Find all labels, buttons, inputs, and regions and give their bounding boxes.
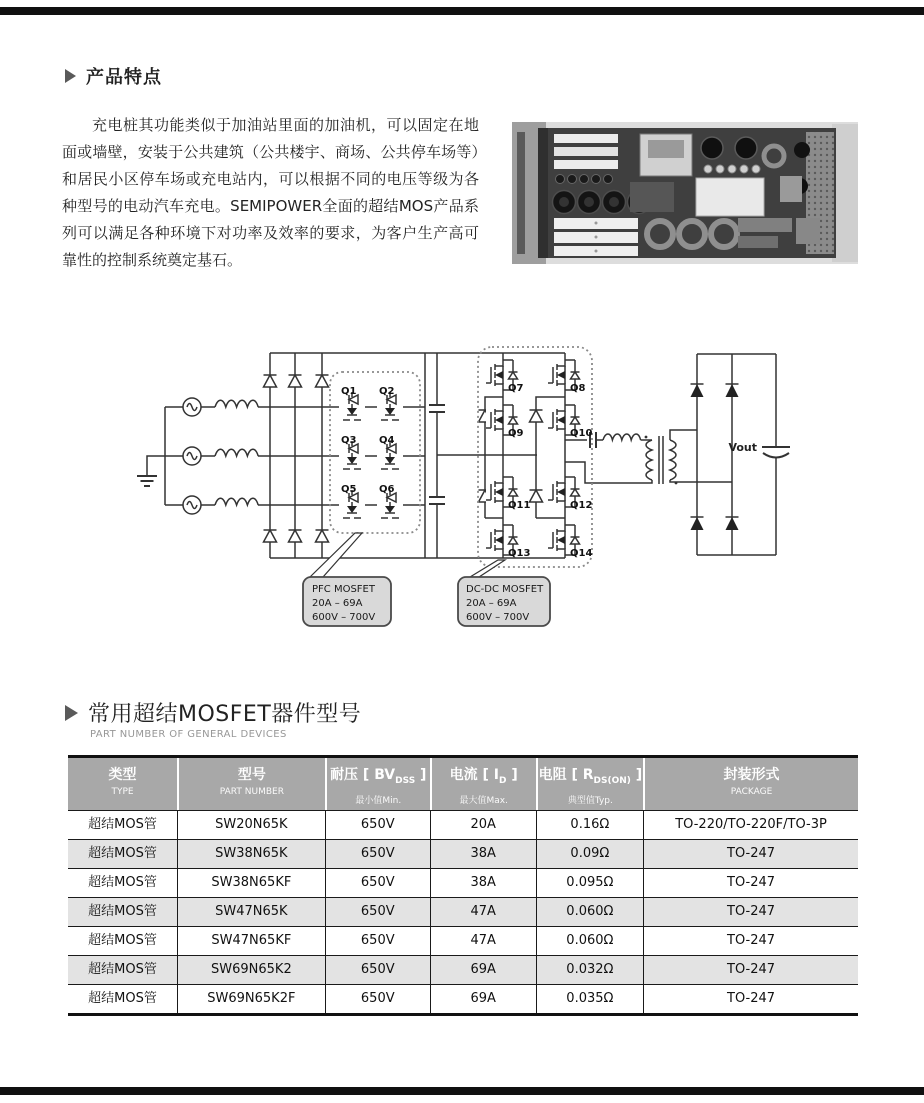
section-arrow-icon (65, 69, 76, 83)
column-header-en: PACKAGE (730, 787, 773, 797)
table-cell: SW47N65K (177, 898, 325, 926)
dcdc-mosfets (486, 360, 582, 555)
table-cell: 超结MOS管 (88, 904, 157, 919)
column-header-cn: 电阻 [ $R_{DS(ON)}$ ] (538, 767, 643, 786)
table-cell: 20A (430, 811, 536, 839)
column-header-cn: 型号 (237, 767, 266, 783)
q3-label: Q3 (341, 435, 357, 446)
table-cell: 0.16Ω (536, 811, 643, 839)
table-cell: SW69N65K2F (177, 985, 325, 1013)
table-cell: SW20N65K (177, 811, 325, 839)
q1-label: Q1 (341, 386, 357, 397)
q7-label: Q7 (508, 383, 524, 394)
section-arrow-icon (65, 705, 78, 721)
table-cell: 0.09Ω (536, 840, 643, 868)
table-cell: SW47N65KF (177, 927, 325, 955)
column-header-en: PART NUMBER (219, 787, 284, 797)
dcdc-callout-line2: 20A – 69A (466, 598, 517, 609)
page-bottom-rule (0, 1087, 924, 1095)
table-cell: 超结MOS管 (88, 933, 157, 948)
table-cell: 0.035Ω (536, 985, 643, 1013)
schematic-wires (137, 353, 790, 558)
pfc-callout-line1: PFC MOSFET (312, 584, 375, 595)
table-cell: 47A (430, 927, 536, 955)
table-row (68, 810, 858, 839)
pcb-photo-graphic (512, 122, 858, 264)
dcdc-callout-line1: DC-DC MOSFET (466, 584, 544, 595)
table-cell: 38A (430, 869, 536, 897)
table-cell: 0.095Ω (536, 869, 643, 897)
table-cell: 超结MOS管 (88, 817, 157, 832)
table-cell: 38A (430, 840, 536, 868)
feature-paragraph: 充电桩其功能类似于加油站里面的加油机，可以固定在地面或墙壁，安装于公共建筑（公共楼宇、商场、公共停车场等）和居民小区停车场或充电站内，可以根据不同的电压等级为各种型号的电动汽车充电。SEMIPOWER全面的超结MOS产品系列可以满足各种环境下对功率及效率的要求，为客户生产高可靠性的控制系统奠定基石。 (62, 116, 479, 269)
column-header-4 (430, 758, 536, 810)
q10-label: Q10 (570, 428, 593, 439)
pfc-callout (303, 577, 391, 626)
q12-label: Q12 (570, 500, 593, 511)
table-cell: 650V (325, 869, 430, 897)
table-cell: 47A (430, 898, 536, 926)
pfc-callout-line3: 600V – 700V (312, 612, 376, 623)
column-header-subscript: DSS (395, 775, 416, 786)
column-header-cn: 电流 [ $I_D$ ] (449, 767, 518, 786)
q9-label: Q9 (508, 428, 524, 439)
table-cell: TO-247 (643, 927, 858, 955)
table-row (68, 868, 858, 897)
table-cell: TO-247 (643, 840, 858, 868)
table-cell: SW69N65K2 (177, 956, 325, 984)
column-header-subscript: DS(ON) (593, 775, 631, 786)
table-body (68, 810, 858, 1013)
table-cell: TO-247 (643, 898, 858, 926)
table-row (68, 926, 858, 955)
table-cell: TO-247 (643, 869, 858, 897)
parts-table (68, 755, 858, 1016)
table-cell: 超结MOS管 (88, 875, 157, 890)
q2-label: Q2 (379, 386, 395, 397)
table-cell: 超结MOS管 (88, 846, 157, 861)
table-cell: 69A (430, 985, 536, 1013)
table-cell: 超结MOS管 (88, 962, 157, 977)
table-cell: 650V (325, 840, 430, 868)
section2-subtitle: PART NUMBER OF GENERAL DEVICES (90, 729, 287, 740)
pcb-photo (512, 122, 858, 264)
dcdc-callout (458, 577, 550, 626)
table-cell: 69A (430, 956, 536, 984)
q8-label: Q8 (570, 383, 586, 394)
table-cell: TO-220/TO-220F/TO-3P (643, 811, 858, 839)
dcdc-callout-line3: 600V – 700V (466, 612, 530, 623)
column-header-cn: 封装形式 (723, 767, 780, 783)
table-cell: TO-247 (643, 985, 858, 1013)
ground-icon (137, 476, 157, 486)
dcdc-callout-pointer (470, 560, 505, 577)
table-cell: 0.060Ω (536, 927, 643, 955)
section1-header (65, 63, 162, 89)
column-header-cn: 类型 (108, 767, 137, 783)
section2-title: 常用超结MOSFET器件型号 (88, 702, 362, 727)
column-header-en: TYPE (111, 787, 134, 797)
table-cell: 0.032Ω (536, 956, 643, 984)
q13-label: Q13 (508, 548, 531, 559)
q14-label: Q14 (570, 548, 593, 559)
vout-label: Vout (728, 441, 757, 454)
table-cell: 650V (325, 898, 430, 926)
column-header-1 (68, 758, 177, 810)
table-row (68, 839, 858, 868)
column-header-5 (536, 758, 643, 810)
table-cell: 0.060Ω (536, 898, 643, 926)
column-header-2 (177, 758, 325, 810)
column-header-en: 最大值Max. (459, 795, 508, 806)
table-row (68, 984, 858, 1013)
table-cell: 超结MOS管 (88, 991, 157, 1006)
table-cell: 650V (325, 985, 430, 1013)
page-top-rule (0, 7, 924, 15)
table-header-row (68, 758, 858, 810)
column-header-en: 典型值Typ. (567, 795, 613, 806)
column-header-3 (325, 758, 430, 810)
table-row (68, 897, 858, 926)
table-row (68, 955, 858, 984)
column-header-en: 最小值Min. (355, 795, 402, 806)
column-header-cn: 耐压 [ $BV_{DSS}$ ] (330, 767, 427, 786)
table-cell: TO-247 (643, 956, 858, 984)
table-cell: SW38N65K (177, 840, 325, 868)
section1-title: 产品特点 (86, 67, 162, 88)
q6-label: Q6 (379, 484, 395, 495)
q4-label: Q4 (379, 435, 395, 446)
circuit-diagram-graphic (135, 340, 795, 645)
circuit-diagram (135, 340, 795, 645)
table-cell: 650V (325, 956, 430, 984)
section2-header (65, 697, 361, 728)
table-cell: 650V (325, 927, 430, 955)
pfc-callout-line2: 20A – 69A (312, 598, 363, 609)
q11-label: Q11 (508, 500, 531, 511)
table-cell: SW38N65KF (177, 869, 325, 897)
q5-label: Q5 (341, 484, 357, 495)
column-header-subscript: D (499, 775, 507, 786)
table-cell: 650V (325, 811, 430, 839)
column-header-6 (643, 758, 858, 810)
